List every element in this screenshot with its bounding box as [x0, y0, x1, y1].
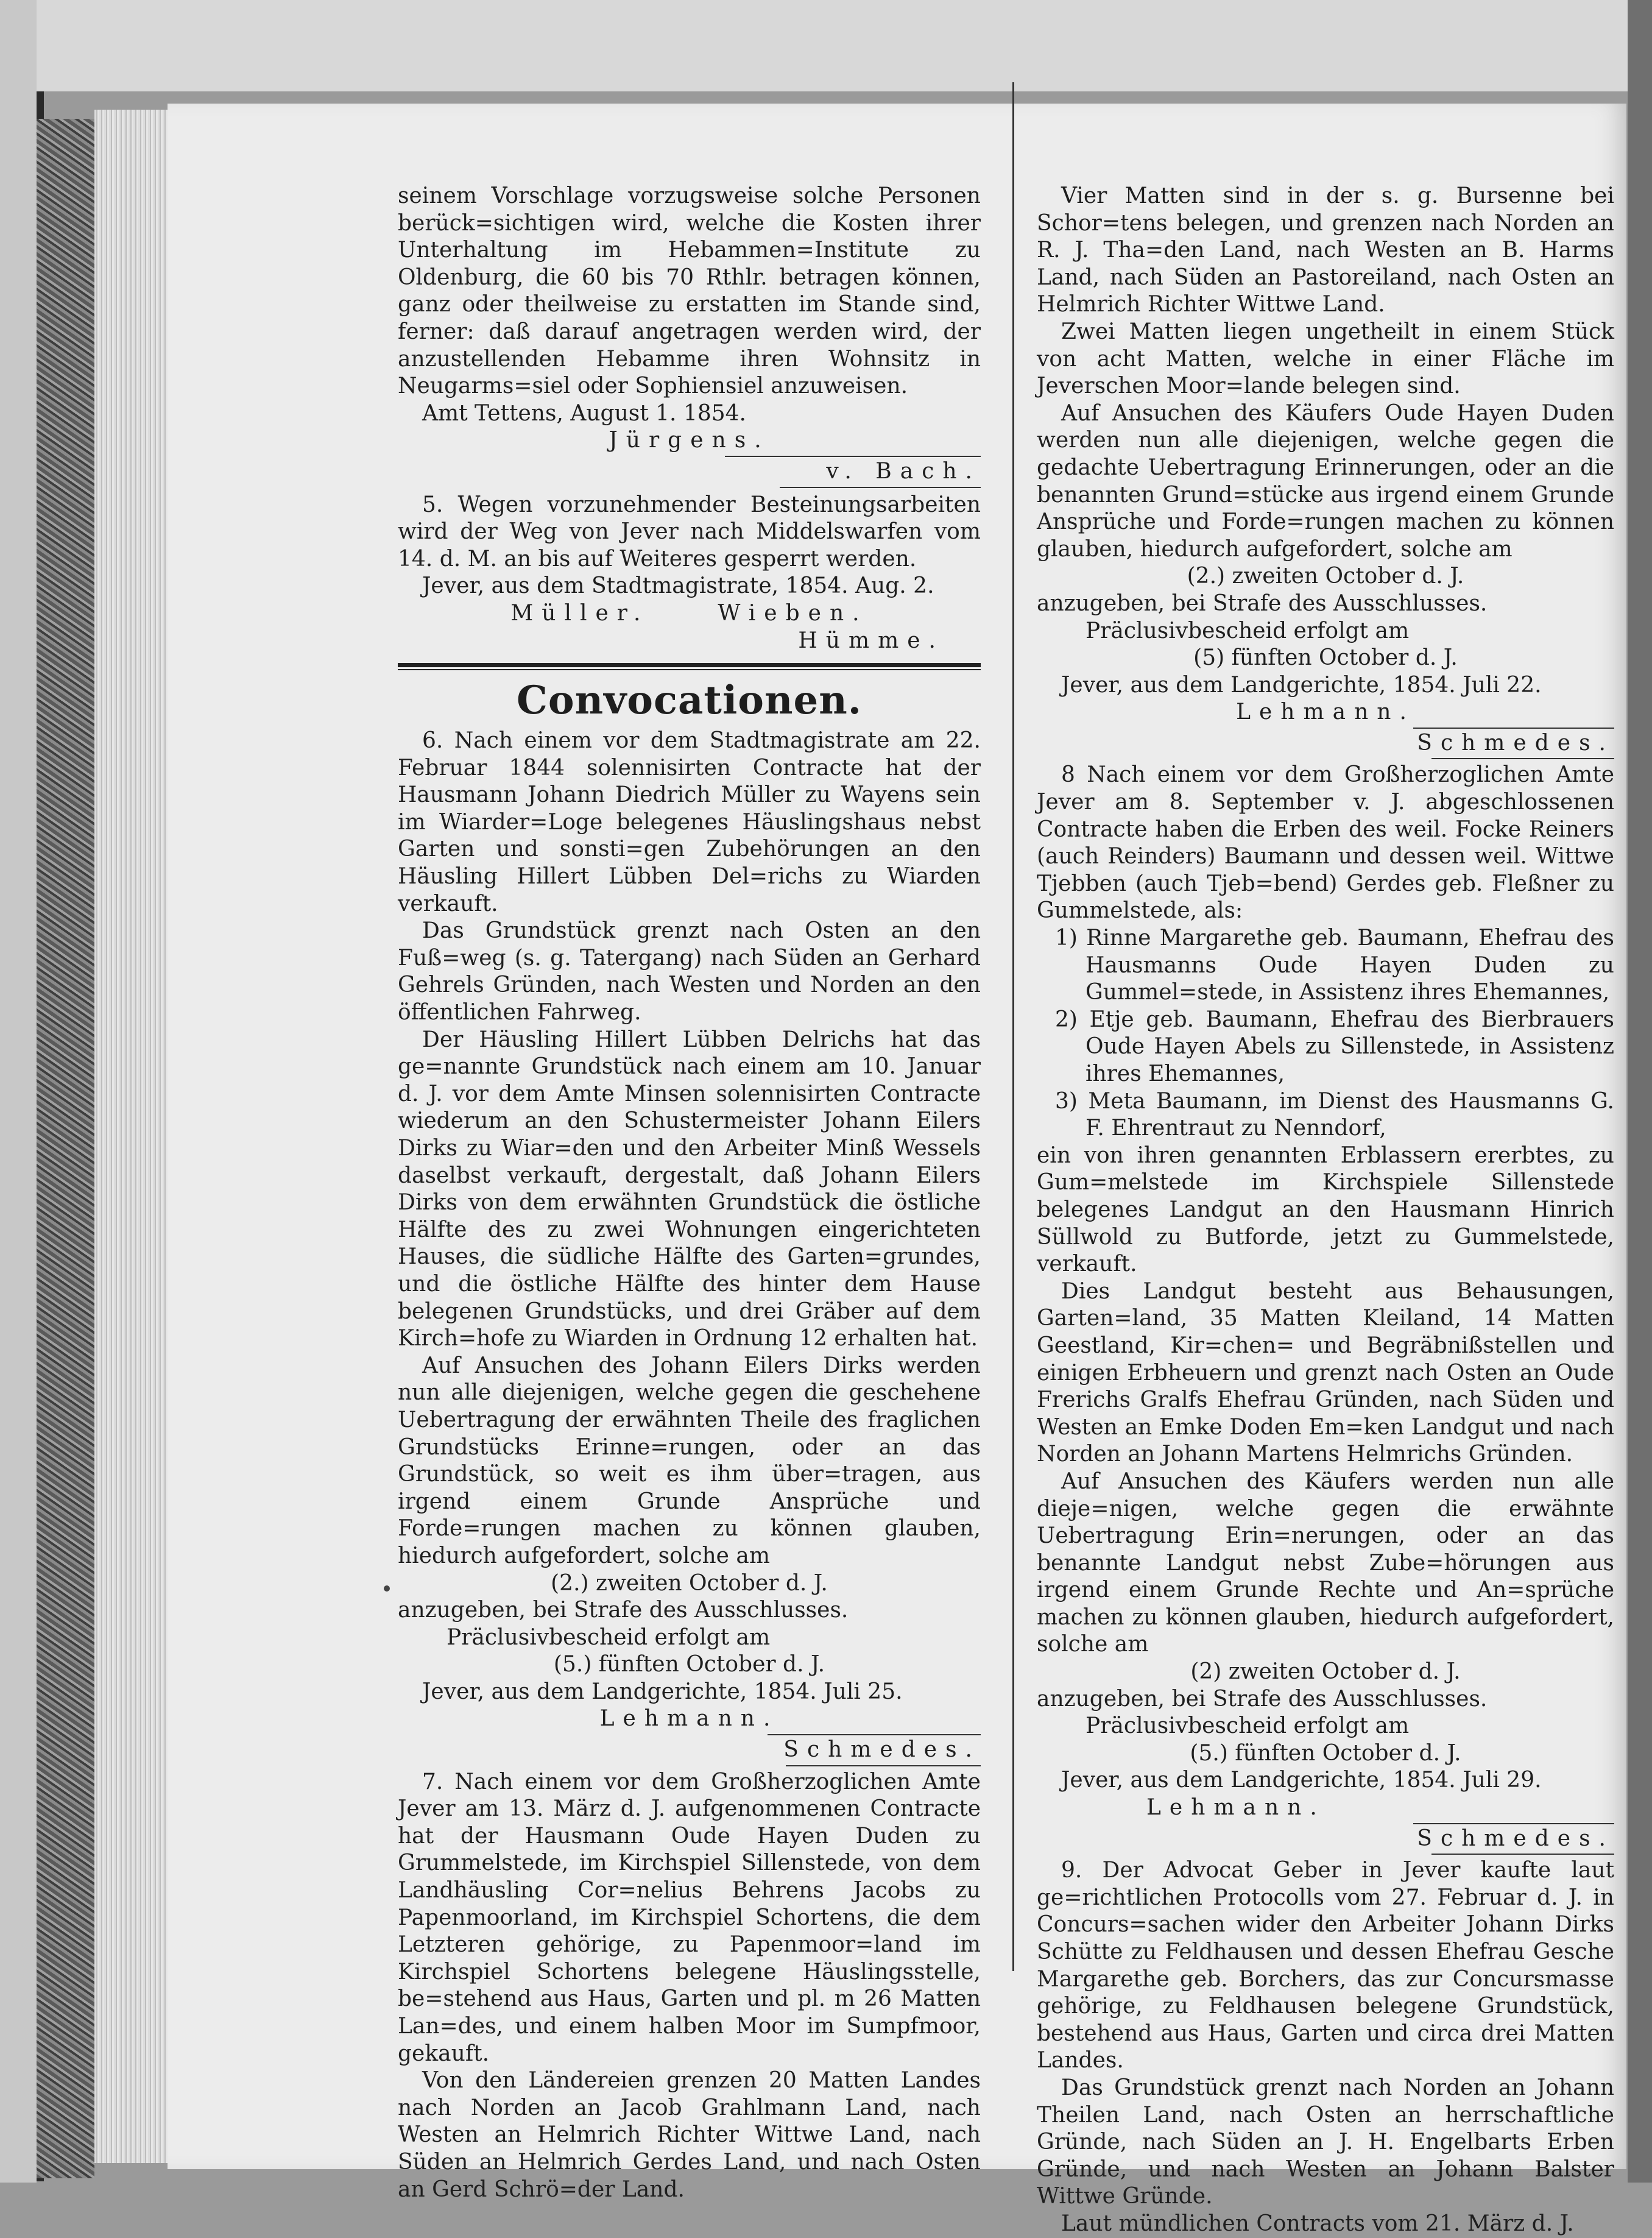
notice-8-preclusion: Präclusivbescheid erfolgt am: [1085, 1713, 1410, 1739]
signature-mueller: Müller.: [510, 600, 649, 626]
signature-lehmann: Lehmann.: [1146, 1795, 1325, 1821]
right-deadline-2: (5) fünften October d. J.: [1193, 645, 1458, 671]
section-heading-convocationen: Convocationen.: [516, 678, 863, 724]
notice-6-paragraph-2: Das Grundstück grenzt nach Osten an den Fuß=weg (s. g. Tatergang) nach Süden an Gerhard Gehrels Gründen, nach Westen und Norden an den öffentlichen Fahrweg.: [398, 918, 981, 1025]
left-column: [398, 183, 981, 2203]
notice-6-penalty: anzugeben, bei Strafe des Ausschlusses.: [398, 1598, 849, 1623]
notice-5: 5. Wegen vorzunehmender Besteinungsarbeiten wird der Weg von Jever nach Middelswarfen vom 14. d. M. an bis auf Weiteres gesperrt werden.: [398, 492, 981, 572]
signature-rule: [1413, 1823, 1614, 1824]
notice-6-place: Jever, aus dem Landgerichte, 1854. Juli 25.: [422, 1679, 903, 1704]
notice-5-date: Jever, aus dem Stadtmagistrate, 1854. Aug. 2.: [422, 573, 934, 599]
notice-8-paragraph-4: Auf Ansuchen des Käufers werden nun alle dieje=nigen, welche gegen die erwähnte Uebertragung Erin=nerungen, oder an das benannte Landgut nebst Zube=hörungen aus irgend einem Grunde Rechte und An=sprüche machen zu können glauben, hiedurch aufgefordert, solche am: [1037, 1468, 1614, 1657]
right-paragraph-3: Auf Ansuchen des Käufers Oude Hayen Duden werden nun alle diejenigen, welche gegen die gedachte Uebertragung Erinnerungen, oder an die benannten Grund=stücke aus irgend einem Grunde Ansprüche und Forde=rungen machen zu können glauben, hiedurch aufgefordert, solche am: [1037, 400, 1614, 562]
notice-6-deadline-2: (5.) fünften October d. J.: [553, 1652, 825, 1677]
scan-background-right: [1628, 0, 1652, 2183]
scan-background-top: [37, 0, 1652, 91]
page-stack-edge: [94, 110, 169, 2163]
signature-schmedes: Schmedes.: [783, 1737, 981, 1763]
right-column: [1037, 183, 1614, 2238]
signature-rule: [725, 456, 981, 457]
notice-6-paragraph-3: Der Häusling Hillert Lübben Delrichs hat das ge=nannte Grundstück nach einem am 10. Januar d. J. vor dem Amte Minsen solennisirten Contracte wiederum an den Schustermeister Johann Eilers Dirks zu Wiar=den und den Arbeiter Minß Wessels daselbst verkauft, dergestalt, daß Johann Eilers Dirks von dem erwähnten Grundstück die östliche Hälfte des zu zwei Wohnungen eingerichteten Hauses, die südliche Hälfte des Garten=grundes, und die östliche Hälfte des hinter dem Hause belegenen Grundstücks, und drei Gräber auf dem Kirch=hofe zu Wiarden in Ordnung 12 erhalten hat.: [398, 1027, 981, 1351]
scan-background-left: [0, 0, 37, 2183]
left-date-1: Amt Tettens, August 1. 1854.: [422, 400, 747, 426]
signature-schmedes: Schmedes.: [1417, 1825, 1614, 1851]
signature-rule: [1431, 758, 1614, 759]
right-paragraph-2: Zwei Matten liegen ungetheilt in einem Stück von acht Matten, welche in einer Fläche im Jeverschen Moor=lande belegen sind.: [1037, 319, 1614, 399]
signature-huemme: Hümme.: [798, 628, 944, 653]
signature-rule: [1431, 1854, 1614, 1855]
marbled-book-edge: [37, 119, 94, 2178]
notice-9-paragraph-2: Das Grundstück grenzt nach Norden an Johann Theilen Land, nach Osten an herrschaftliche Gründe, nach Süden an J. H. Engelbarts Erben Gründe, und nach Westen an Johann Balster Wittwe Gründe.: [1037, 2075, 1614, 2209]
notice-8-paragraph-1: 8 Nach einem vor dem Großherzoglichen Amte Jever am 8. September v. J. abgeschlossenen Contracte haben die Erben des weil. Focke Reiners (auch Reinders) Baumann und dessen weil. Wittwe Tjebben (auch Tjeb=bend) Gerdes geb. Fleßner zu Gummelstede, als:: [1037, 762, 1614, 924]
signature-rule: [768, 1734, 981, 1735]
notice-8-paragraph-3: Dies Landgut besteht aus Behausungen, Garten=land, 35 Matten Kleiland, 14 Matten Geestland, Kir=chen= und Begräbnißstellen und einigen Erbheuern und grenzt nach Osten an Oude Frerichs Gralfs Ehefrau Gründen, nach Süden und Westen an Emke Doden Em=ken Landgut und nach Norden an Johann Martens Helmrichs Gründen.: [1037, 1278, 1614, 1467]
column-divider: [1012, 82, 1014, 1971]
notice-8-place: Jever, aus dem Landgerichte, 1854. Juli 29.: [1061, 1768, 1542, 1793]
right-place: Jever, aus dem Landgerichte, 1854. Juli 22.: [1061, 672, 1542, 698]
notice-9-paragraph-3: Laut mündlichen Contracts vom 21. März d. J.: [1061, 2211, 1574, 2236]
signature-rule: [786, 1765, 981, 1766]
signature-rule: [780, 487, 981, 488]
notice-8-deadline-1: (2) zweiten October d. J.: [1190, 1659, 1461, 1685]
notice-6-deadline-1: (2.) zweiten October d. J.: [551, 1570, 828, 1596]
ink-speck: [384, 1585, 390, 1592]
signature-wieben: Wieben.: [718, 600, 868, 626]
notice-8-heir-3: 3) Meta Baumann, im Dienst des Hausmanns G. F. Ehrentraut zu Nenndorf,: [1055, 1088, 1614, 1141]
signature-juergens: Jürgens.: [609, 428, 770, 453]
signature-lehmann: Lehmann.: [599, 1706, 779, 1732]
right-preclusion: Präclusivbescheid erfolgt am: [1085, 618, 1410, 643]
notice-9-paragraph-1: 9. Der Advocat Geber in Jever kaufte laut ge=richtlichen Protocolls vom 27. Februar d. J. in Concurs=sachen wider den Arbeiter Johann Dirks Schütte zu Feldhausen und dessen Ehefrau Gesche Margarethe geb. Borchers, das zur Concursmasse gehörige, zu Feldhausen belegene Grundstück, bestehend aus Haus, Garten und circa drei Matten Landes.: [1037, 1858, 1614, 2073]
signature-rule: [1413, 728, 1614, 729]
notice-7-paragraph-2: Von den Ländereien grenzen 20 Matten Landes nach Norden an Jacob Grahlmann Land, nach Westen an Helmrich Richter Wittwe Land, nach Süden an Helmrich Gerdes Land, und nach Osten an Gerd Schrö=der Land.: [398, 2068, 981, 2202]
notice-5-signatures: [398, 600, 981, 628]
notice-8-paragraph-2: ein von ihren genannten Erblassern ererbtes, zu Gum=melstede im Kirchspiele Sillenstede belegenes Landgut an den Hausmann Hinrich Süllwold zu Butforde, jetzt zu Gummelstede, verkauft.: [1037, 1142, 1614, 1277]
right-penalty: anzugeben, bei Strafe des Ausschlusses.: [1037, 590, 1488, 616]
notice-7-paragraph-1: 7. Nach einem vor dem Großherzoglichen Amte Jever am 13. März d. J. aufgenommenen Contracte hat der Hausmann Oude Hayen Duden zu Grummelstede, im Kirchspiel Sillenstede, von dem Landhäusling Cor=nelius Behrens Jacobs zu Papenmoorland, im Kirchspiel Schortens, die dem Letzteren gehörige, zu Papenmoor=land im Kirchspiel Schortens belegene Häuslingsstelle, be=stehend aus Haus, Garten und pl. m 26 Matten Lan=des, und einem halben Moor im Sumpfmoor, gekauft.: [398, 1769, 981, 2066]
notice-8-deadline-2: (5.) fünften October d. J.: [1190, 1740, 1461, 1766]
notice-8-heir-2: 2) Etje geb. Baumann, Ehefrau des Bierbrauers Oude Hayen Abels zu Sillenstede, in Assistenz ihres Ehemannes,: [1055, 1007, 1614, 1086]
notice-8-heir-1: 1) Rinne Margarethe geb. Baumann, Ehefrau des Hausmanns Oude Hayen Duden zu Gummel=stede, in Assistenz ihres Ehemannes,: [1055, 926, 1614, 1005]
signature-schmedes: Schmedes.: [1417, 730, 1614, 756]
right-paragraph-1: Vier Matten sind in der s. g. Bursenne bei Schor=tens belegen, und grenzen nach Norden an R. J. Tha=den Land, nach Westen an B. Harms Land, nach Süden an Pastoreiland, nach Osten an Helmrich Richter Wittwe Land.: [1037, 183, 1614, 317]
notice-6-paragraph-4: Auf Ansuchen des Johann Eilers Dirks werden nun alle diejenigen, welche gegen die geschehene Uebertragung der erwähnten Theile des fraglichen Grundstücks Erinne=rungen, oder an das Grundstück, so weit es ihm über=tragen, aus irgend einem Grunde Ansprüche und Forde=rungen machen zu können glauben, hiedurch aufgefordert, solche am: [398, 1353, 981, 1568]
signature-lehmann: Lehmann.: [1236, 699, 1415, 725]
signature-bach: v. Bach.: [826, 458, 981, 484]
section-rule: [398, 663, 981, 670]
right-deadline-1: (2.) zweiten October d. J.: [1187, 564, 1464, 589]
notice-6-paragraph-1: 6. Nach einem vor dem Stadtmagistrate am 22. Februar 1844 solennisirten Contracte hat der Hausmann Johann Diedrich Müller zu Wayens sein im Wiarder=Loge belegenes Häuslingshaus nebst Garten und sonsti=gen Zubehörungen an den Häusling Hillert Lübben Del=richs zu Wiarden verkauft.: [398, 728, 981, 916]
notice-8-penalty: anzugeben, bei Strafe des Ausschlusses.: [1037, 1686, 1488, 1712]
left-paragraph-1: seinem Vorschlage vorzugsweise solche Personen berück=sichtigen wird, welche die Kosten ihrer Unterhaltung im Hebammen=Institute zu Oldenburg, die 60 bis 70 Rthlr. betragen können, ganz oder theilweise zu erstatten im Stande sind, ferner: daß darauf angetragen werden wird, der anzustellenden Hebamme ihren Wohnsitz in Neugarms=siel oder Sophiensiel anzuweisen.: [398, 183, 981, 399]
notice-6-preclusion: Präclusivbescheid erfolgt am: [447, 1624, 771, 1650]
